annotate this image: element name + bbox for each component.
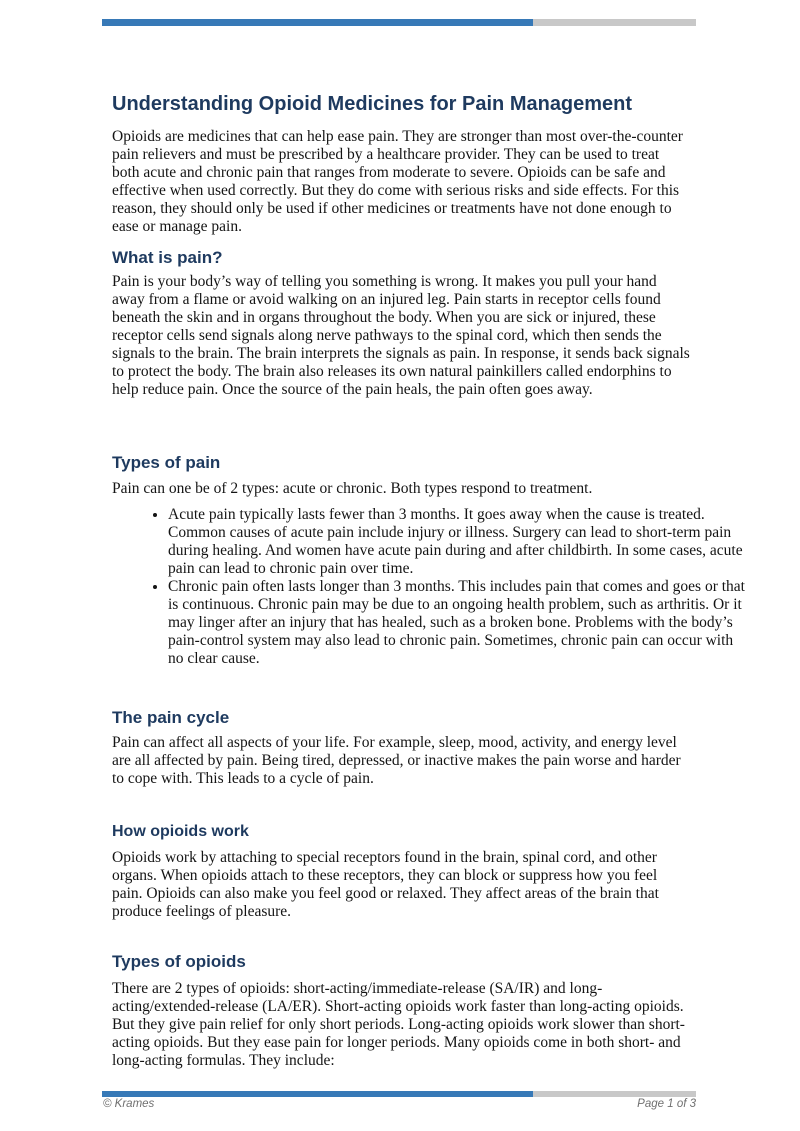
types-of-opioids-paragraph: There are 2 types of opioids: short-acting/immediate-release (SA/IR) and long-acting/extended-release (LA/ER). Short-acting opioids work faster than long-acting opioids. But they give pain relief for only short periods. Long-acting opioids work slower than short-acting opioids. But they ease pain for longer periods. Many opioids come in both short- and long-acting formulas. They include: <box>112 980 685 1069</box>
footer-rule-accent-segment <box>102 1091 533 1097</box>
types-of-pain-paragraph: Pain can one be of 2 types: acute or chronic. Both types respond to treatment. <box>112 480 593 497</box>
intro-paragraph: Opioids are medicines that can help ease pain. They are stronger than most over-the-counter pain relievers and must be prescribed by a healthcare provider. They can be used to treat both acute and chronic pain that ranges from moderate to severe. Opioids can be safe and effective when used correctly. But they do come with serious risks and side effects. For this reason, they should only be used if other medicines or treatments have not done enough to ease or manage pain. <box>112 128 683 235</box>
footer-page-number: Page 1 of 3 <box>637 1098 696 1110</box>
footer-rule <box>102 1091 696 1097</box>
pain-types-bullet-list <box>112 506 746 668</box>
bullet-item-chronic-pain: • Chronic pain often lasts longer than 3 months. This includes pain that comes and goes or that is continuous. Chronic pain may be due to an ongoing health problem, such as arthritis. Or it may linger after an injury that has healed, such as a broken bone. Problems with the body’s pain-control system may also lead to chronic pain. Sometimes, chronic pain can occur with no clear cause. <box>168 578 746 668</box>
how-opioids-work-paragraph: Opioids work by attaching to special receptors found in the brain, spinal cord, and other organs. When opioids attach to these receptors, they can block or suppress how you feel pain. Opioids can also make you feel good or relaxed. They affect areas of the brain that produce feelings of pleasure. <box>112 849 659 920</box>
header-rule <box>102 19 696 26</box>
section-heading-types-of-pain: Types of pain <box>112 453 221 472</box>
header-rule-accent-segment <box>102 19 533 26</box>
section-heading-pain-cycle: The pain cycle <box>112 708 230 727</box>
footer-rule-gray-segment <box>533 1091 696 1097</box>
section-heading-types-of-opioids: Types of opioids <box>112 952 246 971</box>
what-is-pain-paragraph: Pain is your body’s way of telling you something is wrong. It makes you pull your hand away from a flame or avoid walking on an injured leg. Pain starts in receptor cells found beneath the skin and in organs throughout the body. When you are sick or injured, these receptor cells send signals along nerve pathways to the spinal cord, which then sends the signals to the brain. The brain interprets the signals as pain. In response, it sends back signals to protect the body. The brain also releases its own natural painkillers called endorphins to help reduce pain. Once the source of the pain heals, the pain often goes away. <box>112 273 690 398</box>
section-heading-how-opioids-work: How opioids work <box>112 823 249 840</box>
section-heading-what-is-pain: What is pain? <box>112 248 223 267</box>
footer-copyright: © Krames <box>103 1098 155 1110</box>
page-title: Understanding Opioid Medicines for Pain Management <box>112 93 633 115</box>
footer <box>103 1098 696 1110</box>
bullet-item-acute-pain: • Acute pain typically lasts fewer than 3 months. It goes away when the cause is treated. Common causes of acute pain include injury or illness. Surgery can lead to short-term pain during healing. And women have acute pain during and after childbirth. In some cases, acute pain can lead to chronic pain over time. <box>168 506 746 578</box>
header-rule-gray-segment <box>533 19 696 26</box>
pain-cycle-paragraph: Pain can affect all aspects of your life. For example, sleep, mood, activity, and energy level are all affected by pain. Being tired, depressed, or inactive makes the pain worse and harder to cope with. This leads to a cycle of pain. <box>112 734 681 787</box>
